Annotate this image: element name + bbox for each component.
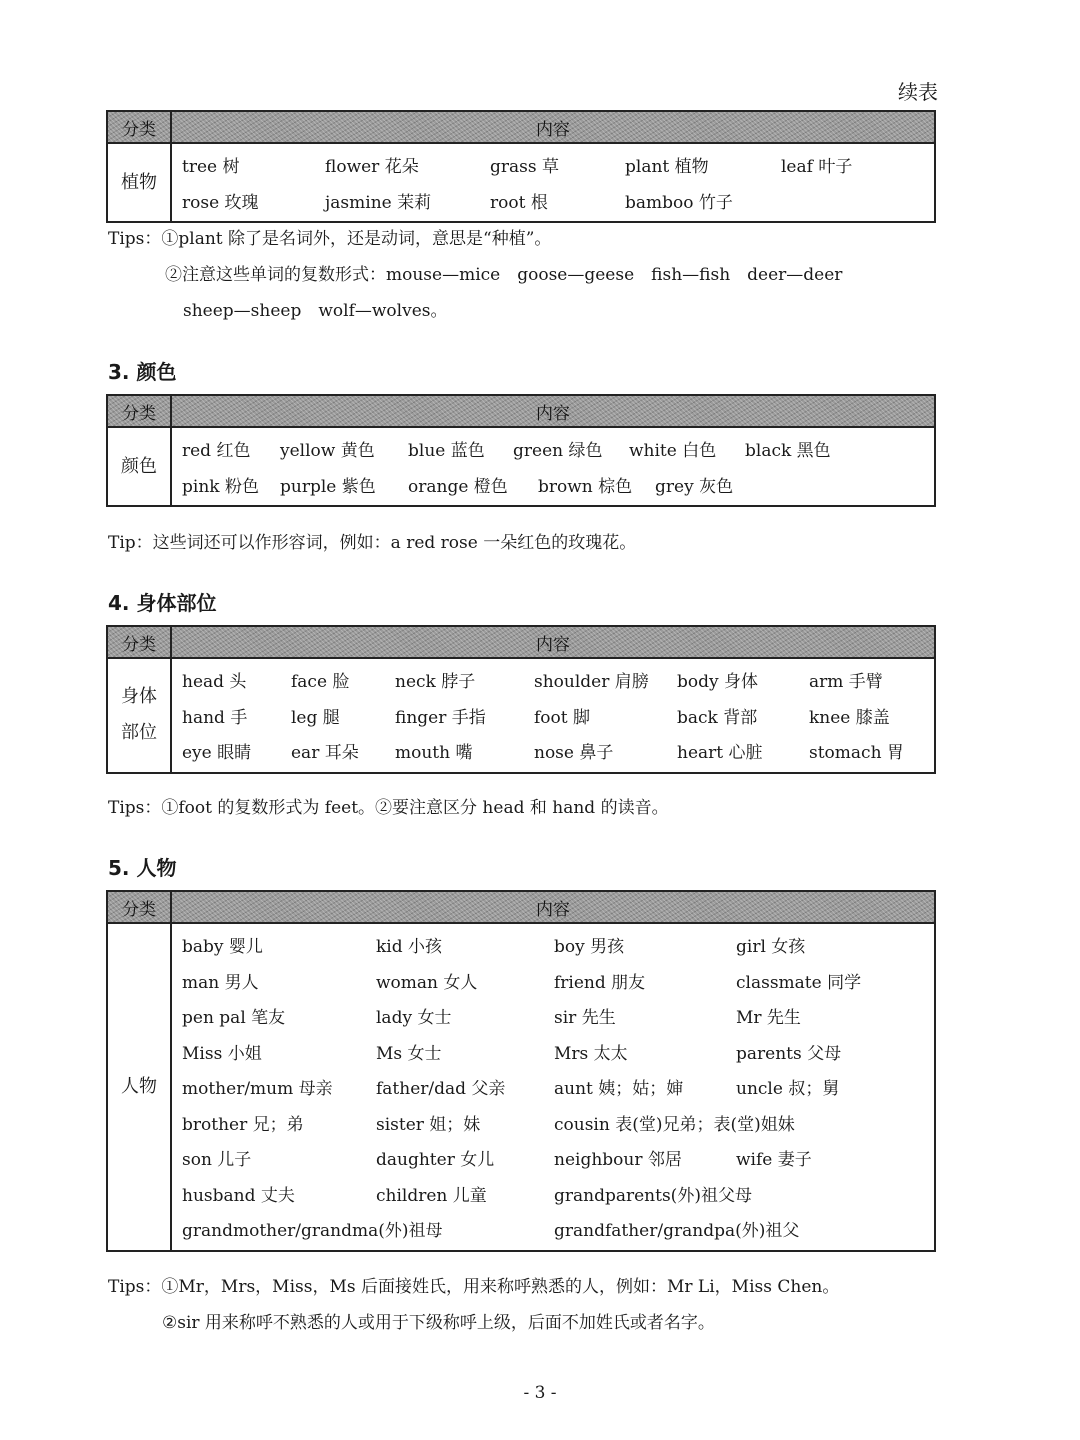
vocab-item: grass 草 xyxy=(490,157,559,178)
vocab-item: leg 腿 xyxy=(291,707,340,728)
vocab-item: eye 眼睛 xyxy=(182,743,252,764)
page-number: - 3 - xyxy=(523,1383,557,1403)
section-title-colors: 3. 颜色 xyxy=(108,360,177,384)
plants-tip-1: Tips：①plant 除了是名词外，还是动词，意思是“种植”。 xyxy=(108,229,552,249)
people-tip-1: Tips：①Mr，Mrs，Miss，Ms 后面接姓氏，用来称呼熟悉的人，例如：Mr Li，Miss Chen。 xyxy=(108,1277,840,1297)
vocab-item: grandfather/grandpa(外)祖父 xyxy=(554,1221,800,1242)
section-title-body: 4. 身体部位 xyxy=(108,591,217,615)
vocab-row xyxy=(182,431,934,467)
vocab-item: daughter 女儿 xyxy=(376,1150,495,1171)
vocab-item: woman 女人 xyxy=(376,972,478,993)
vocab-item: face 脸 xyxy=(291,672,350,693)
content-cell xyxy=(171,658,935,773)
vocab-row xyxy=(182,1034,934,1070)
vocab-item: jasmine 茉莉 xyxy=(325,192,432,213)
body-table xyxy=(106,625,936,774)
content-cell xyxy=(171,143,935,222)
body-tip: Tips：①foot 的复数形式为 feet。②要注意区分 head 和 hand 的读音。 xyxy=(108,798,669,818)
vocab-item: mother/mum 母亲 xyxy=(182,1079,333,1100)
vocab-item: head 头 xyxy=(182,672,247,693)
vocab-item: boy 男孩 xyxy=(554,937,625,958)
vocab-item: father/dad 父亲 xyxy=(376,1079,506,1100)
vocab-item: Mr 先生 xyxy=(736,1008,801,1029)
vocab-item: back 背部 xyxy=(677,707,758,728)
vocab-item: orange 橙色 xyxy=(408,476,508,497)
vocab-item: classmate 同学 xyxy=(736,972,862,993)
vocab-row xyxy=(182,1105,934,1141)
category-line: 部位 xyxy=(121,722,157,744)
colors-table xyxy=(106,394,936,507)
vocab-item: brother 兄；弟 xyxy=(182,1114,304,1135)
vocab-item: man 男人 xyxy=(182,972,259,993)
vocab-row xyxy=(182,183,934,219)
vocab-item: mouth 嘴 xyxy=(395,743,473,764)
vocab-item: uncle 叔；舅 xyxy=(736,1079,840,1100)
vocab-item: plant 植物 xyxy=(625,157,709,178)
category-header: 分类 xyxy=(107,395,171,427)
vocab-row xyxy=(182,998,934,1034)
vocab-item: sister 姐；妹 xyxy=(376,1114,481,1135)
vocab-item: hand 手 xyxy=(182,707,248,728)
vocab-item: blue 蓝色 xyxy=(408,441,485,462)
vocab-item: Ms 女士 xyxy=(376,1043,442,1064)
vocab-item: yellow 黄色 xyxy=(280,441,375,462)
plants-tip-2: ②注意这些单词的复数形式：mouse—mice goose—geese fish—fish deer—deer xyxy=(165,265,843,285)
vocab-item: red 红色 xyxy=(182,441,251,462)
vocab-item: grandparents(外)祖父母 xyxy=(554,1185,752,1206)
vocab-item: neighbour 邻居 xyxy=(554,1150,682,1171)
vocab-item: green 绿色 xyxy=(513,441,603,462)
vocab-item: bamboo 竹子 xyxy=(625,192,733,213)
category-cell xyxy=(107,658,171,773)
category-line: 身体 xyxy=(121,686,157,708)
vocab-item: shoulder 肩膀 xyxy=(534,672,649,693)
vocab-item: finger 手指 xyxy=(395,707,486,728)
vocab-item: Mrs 太太 xyxy=(554,1043,628,1064)
vocab-item: lady 女士 xyxy=(376,1008,452,1029)
vocab-item: husband 丈夫 xyxy=(182,1185,295,1206)
vocab-row xyxy=(182,733,934,769)
vocab-item: girl 女孩 xyxy=(736,937,806,958)
vocab-row xyxy=(182,698,934,734)
vocab-item: grandmother/grandma(外)祖母 xyxy=(182,1221,443,1242)
content-cell xyxy=(171,427,935,506)
vocab-item: friend 朋友 xyxy=(554,972,646,993)
vocab-row xyxy=(182,963,934,999)
vocab-row xyxy=(182,1140,934,1176)
vocab-item: knee 膝盖 xyxy=(809,707,890,728)
vocab-item: purple 紫色 xyxy=(280,476,376,497)
vocab-item: white 白色 xyxy=(629,441,717,462)
vocab-item: root 根 xyxy=(490,192,548,213)
vocab-row xyxy=(182,927,934,963)
content-header: 内容 xyxy=(171,395,935,427)
vocab-row xyxy=(182,1069,934,1105)
vocab-item: parents 父母 xyxy=(736,1043,842,1064)
vocab-item: kid 小孩 xyxy=(376,937,443,958)
vocab-item: cousin 表(堂)兄弟；表(堂)姐妹 xyxy=(554,1114,795,1135)
vocab-item: baby 婴儿 xyxy=(182,937,263,958)
vocab-item: neck 脖子 xyxy=(395,672,476,693)
vocab-item: children 儿童 xyxy=(376,1185,487,1206)
vocab-item: flower 花朵 xyxy=(325,157,419,178)
category-cell: 人物 xyxy=(107,923,171,1251)
vocab-item: sir 先生 xyxy=(554,1008,616,1029)
content-header: 内容 xyxy=(171,111,935,143)
vocab-item: Miss 小姐 xyxy=(182,1043,262,1064)
vocab-item: arm 手臂 xyxy=(809,672,883,693)
vocab-item: foot 脚 xyxy=(534,707,590,728)
category-cell: 颜色 xyxy=(107,427,171,506)
colors-tip: Tip：这些词还可以作形容词，例如：a red rose 一朵红色的玫瑰花。 xyxy=(108,533,637,553)
content-cell xyxy=(171,923,935,1251)
category-header: 分类 xyxy=(107,891,171,923)
plants-tip-3: sheep—sheep wolf—wolves。 xyxy=(183,301,448,321)
vocab-item: nose 鼻子 xyxy=(534,743,614,764)
content-header: 内容 xyxy=(171,891,935,923)
category-header: 分类 xyxy=(107,626,171,658)
vocab-item: pink 粉色 xyxy=(182,476,259,497)
vocab-item: heart 心脏 xyxy=(677,743,763,764)
vocab-row xyxy=(182,147,934,183)
vocab-item: rose 玫瑰 xyxy=(182,192,259,213)
vocab-item: tree 树 xyxy=(182,157,240,178)
vocab-item: pen pal 笔友 xyxy=(182,1008,286,1029)
content-header: 内容 xyxy=(171,626,935,658)
vocab-item: brown 棕色 xyxy=(538,476,633,497)
section-title-people: 5. 人物 xyxy=(108,856,177,880)
vocab-item: leaf 叶子 xyxy=(781,157,853,178)
vocab-item: black 黑色 xyxy=(745,441,831,462)
plants-table xyxy=(106,110,936,223)
category-header: 分类 xyxy=(107,111,171,143)
vocab-row xyxy=(182,1176,934,1212)
people-table xyxy=(106,890,936,1252)
vocab-row xyxy=(182,467,934,503)
vocab-item: wife 妻子 xyxy=(736,1150,812,1171)
people-tip-2: ②sir 用来称呼不熟悉的人或用于下级称呼上级，后面不加姓氏或者名字。 xyxy=(162,1313,715,1333)
vocab-row xyxy=(182,1211,934,1247)
vocab-row xyxy=(182,662,934,698)
vocab-item: son 儿子 xyxy=(182,1150,252,1171)
vocab-item: aunt 姨；姑；婶 xyxy=(554,1079,684,1100)
category-cell: 植物 xyxy=(107,143,171,222)
vocab-item: ear 耳朵 xyxy=(291,743,359,764)
vocab-item: stomach 胃 xyxy=(809,743,904,764)
continued-table-label: 续表 xyxy=(898,80,938,104)
vocab-item: grey 灰色 xyxy=(655,476,734,497)
vocab-item: body 身体 xyxy=(677,672,759,693)
